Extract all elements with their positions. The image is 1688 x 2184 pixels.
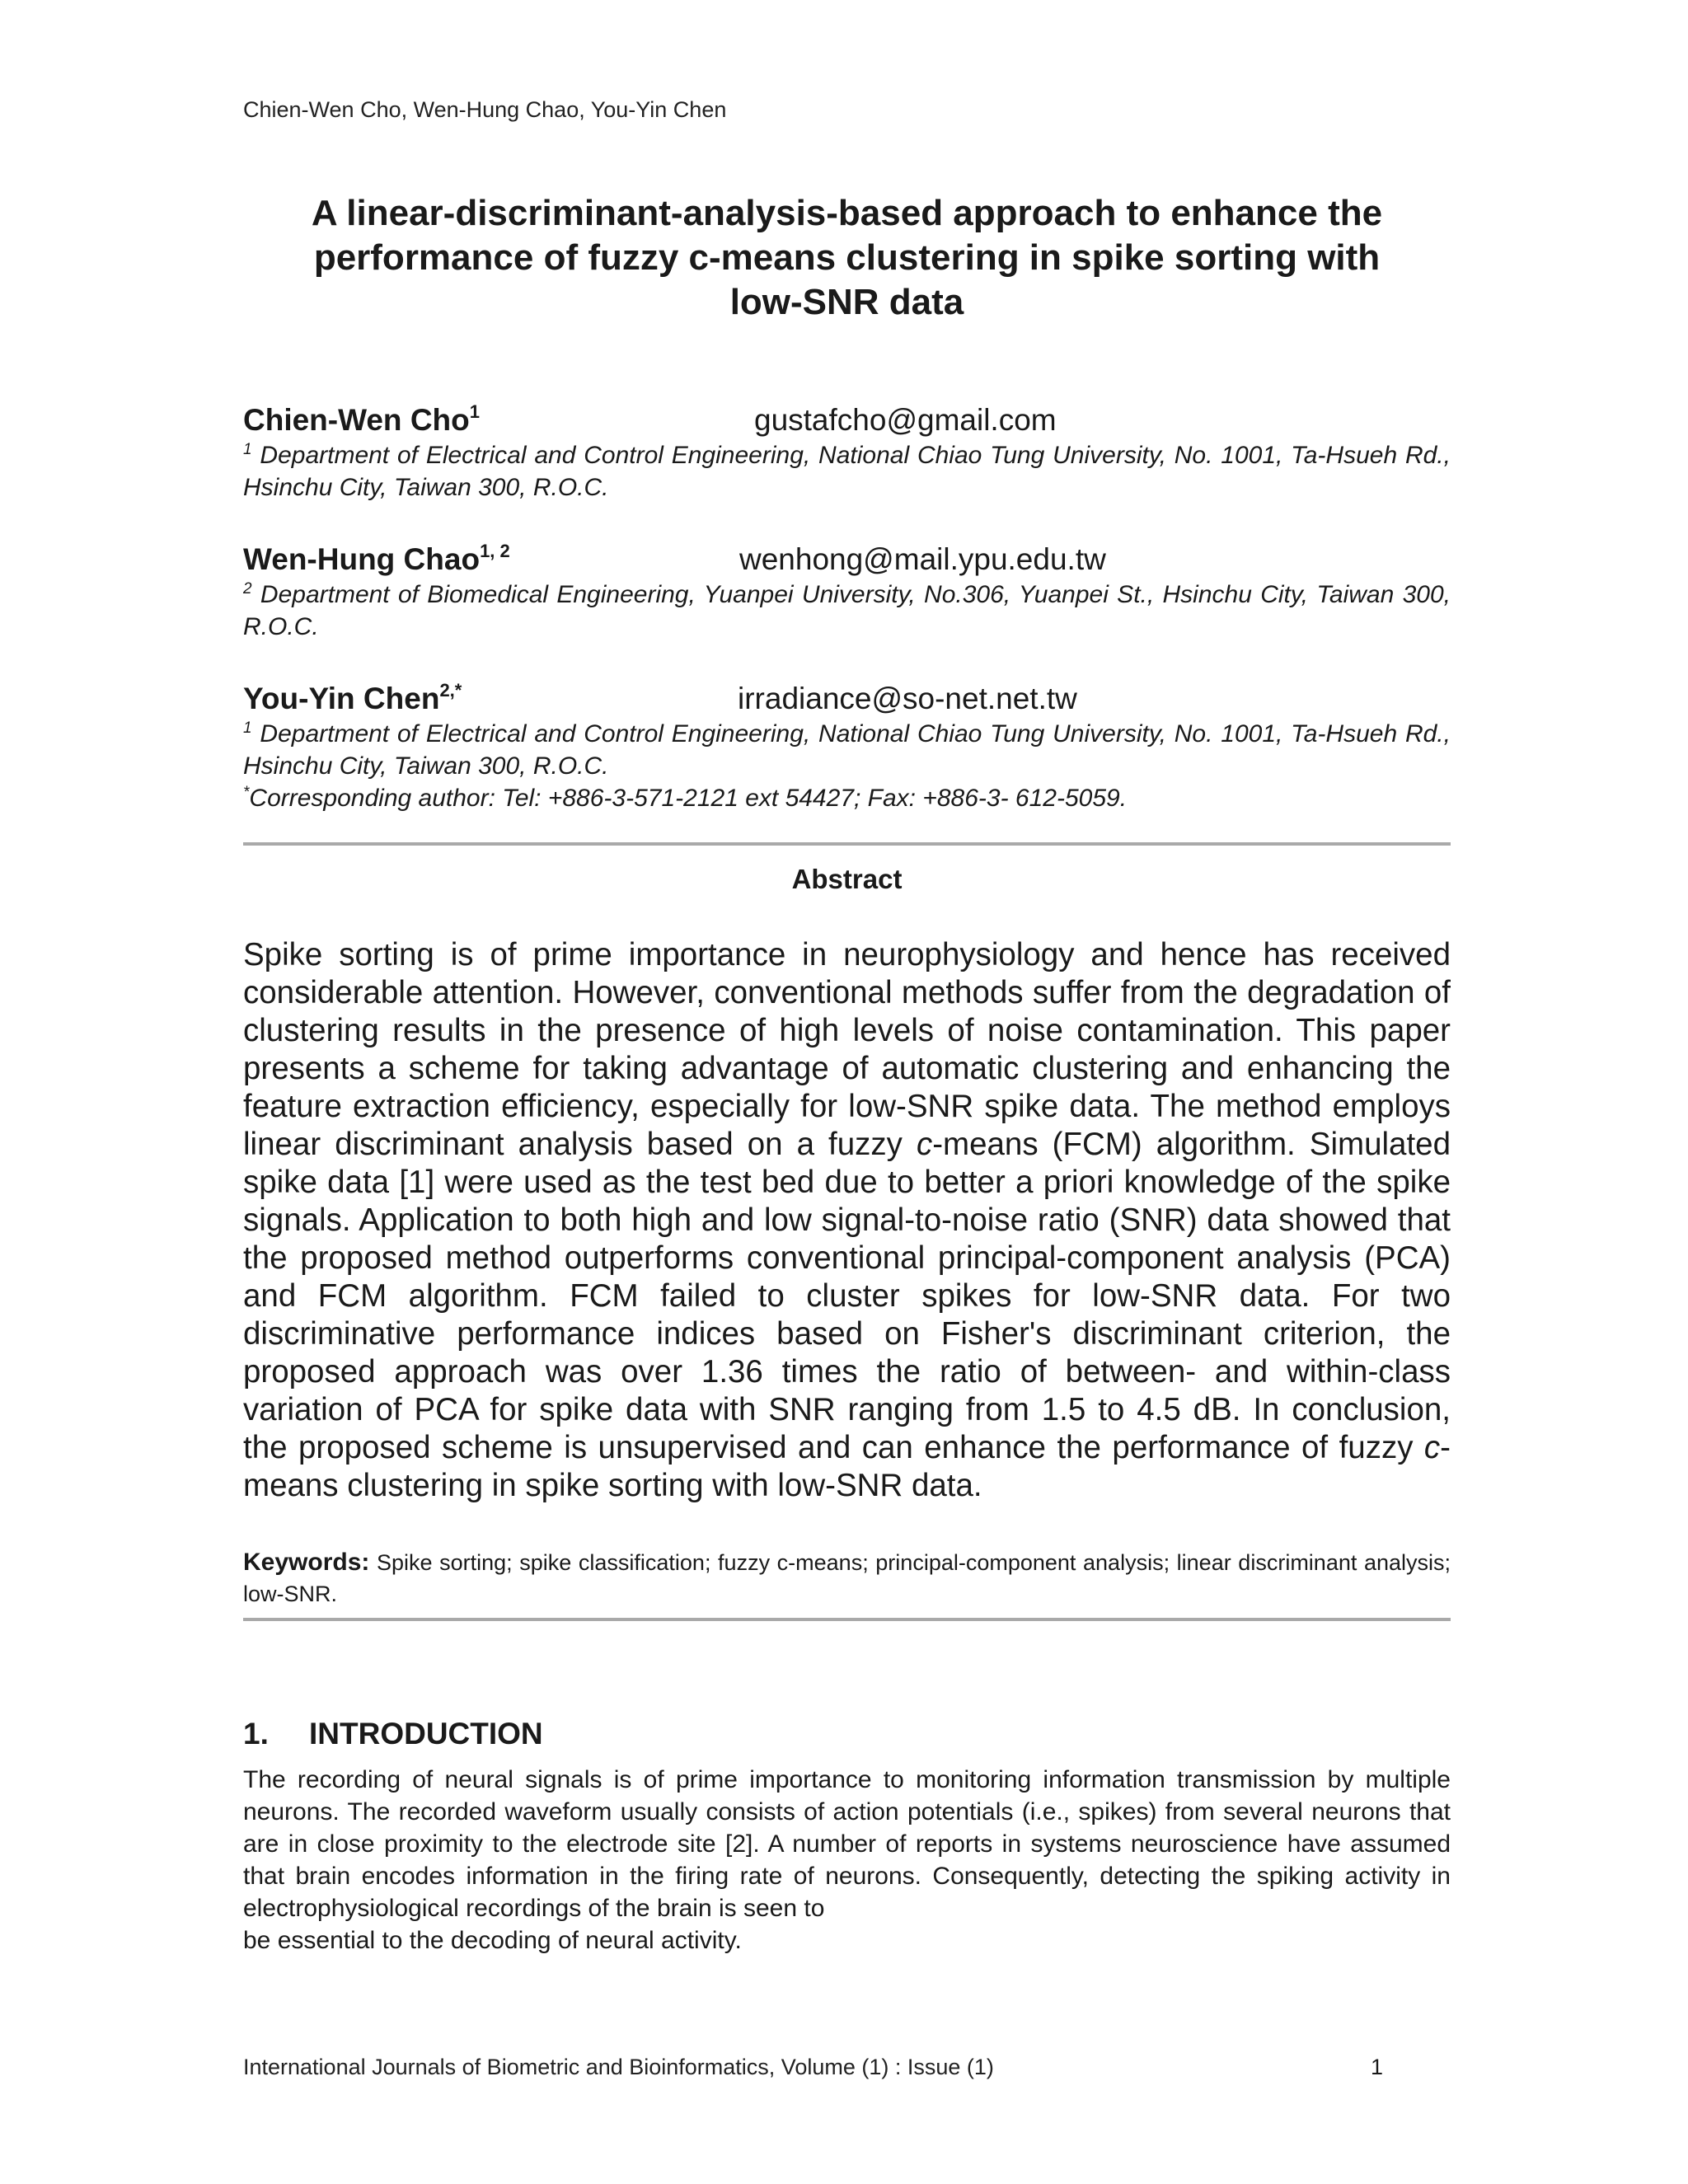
corresponding-author: *Corresponding author: Tel: +886-3-571-2121 ext 54427; Fax: +886-3- 612-5059. (243, 784, 1128, 812)
author-email[interactable]: gustafcho@gmail.com (754, 403, 1057, 437)
intro-paragraph: The recording of neural signals is of prime importance to monitoring information transmission by multiple neurons. The recorded waveform usually consists of action potentials (i.e., spikes) from several neurons that are in close proximity to the electrode site [2]. A number of reports in systems neuroscience have assumed that brain encodes information in the firing rate of neurons. Consequently, detecting the spiking activity in electrophysiological recordings of the brain is seen to (243, 1766, 1451, 1922)
title-line: low-SNR data (729, 282, 964, 322)
author-name: Chien-Wen Cho$^1$ (243, 401, 480, 437)
author-email[interactable]: irradiance@so-net.net.tw (738, 682, 1077, 715)
author-affiliation: $^1$ Department of Electrical and Control Engineering, National Chiao Tung University, No. 1001, Ta-Hsueh Rd., Hsinchu City, Taiwan 300, R.O.C. (243, 441, 1451, 501)
running-head: Chien-Wen Cho, Wen-Hung Chao, You-Yin Chen (243, 97, 727, 122)
author-affiliation: $^1$ Department of Electrical and Control Engineering, National Chiao Tung University, No. 1001, Ta-Hsueh Rd., Hsinchu City, Taiwan 300, R.O.C. (243, 719, 1451, 780)
author-name: Wen-Hung Chao$^{1, 2}$ (243, 540, 510, 576)
title-line: A linear-discriminant-analysis-based approach to enhance the (311, 193, 1383, 233)
paper-title (243, 191, 1451, 325)
introduction-text (243, 1764, 1451, 1957)
keywords-label: Keywords: (243, 1549, 370, 1576)
author-name: You-Yin Chen$^{2,*}$ (243, 679, 462, 715)
intro-paragraph-tail: be essential to the decoding of neural activity. (243, 1927, 742, 1954)
page-number: 1 (1371, 2055, 1384, 2079)
section-heading: 1. INTRODUCTION (243, 1717, 543, 1750)
author-affiliation: $^2$ Department of Biomedical Engineering, Yuanpei University, No.306, Yuanpei St., Hsinchu City, Taiwan 300, R.O.C. (243, 580, 1451, 640)
author-block-3 (243, 680, 1451, 814)
keywords (243, 1547, 1451, 1610)
title-line: performance of fuzzy c-means clustering in spike sorting with (313, 237, 1381, 278)
abstract-heading: Abstract (791, 864, 903, 894)
paper-page (243, 0, 1451, 2184)
divider (243, 1618, 1451, 1621)
keywords-text: Spike sorting; spike classification; fuzzy c-means; principal-component analysis; linear discriminant analysis; low-SNR. (243, 1550, 1451, 1606)
abstract-text: Spike sorting is of prime importance in neurophysiology and hence has received considerable attention. However, conventional methods suffer from the degradation of clustering results in the presence of high levels of noise contamination. This paper presents a scheme for taking advantage of automatic clustering and enhancing the feature extraction efficiency, especially for low-SNR spike data. The method employs linear discriminant analysis based on a fuzzy c-means (FCM) algorithm. Simulated spike data [1] were used as the test bed due to better a priori knowledge of the spike signals. Application to both high and low signal-to-noise ratio (SNR) data showed that the proposed method outperforms conventional principal-component analysis (PCA) and FCM algorithm. FCM failed to cluster spikes for low-SNR data. For two discriminative performance indices based on Fisher's discriminant criterion, the proposed approach was over 1.36 times the ratio of between- and within-class variation of PCA for spike data with SNR ranging from 1.5 to 4.5 dB. In conclusion, the proposed scheme is unsupervised and can enhance the performance of fuzzy c-means clustering in spike sorting with low-SNR data. (243, 937, 1451, 1503)
footer-journal: International Journals of Biometric and Bioinformatics, Volume (1) : Issue (1) (243, 2055, 994, 2079)
author-email[interactable]: wenhong@mail.ypu.edu.tw (739, 542, 1106, 576)
author-block-2 (243, 541, 1451, 643)
author-block-1 (243, 401, 1451, 504)
divider (243, 842, 1451, 846)
